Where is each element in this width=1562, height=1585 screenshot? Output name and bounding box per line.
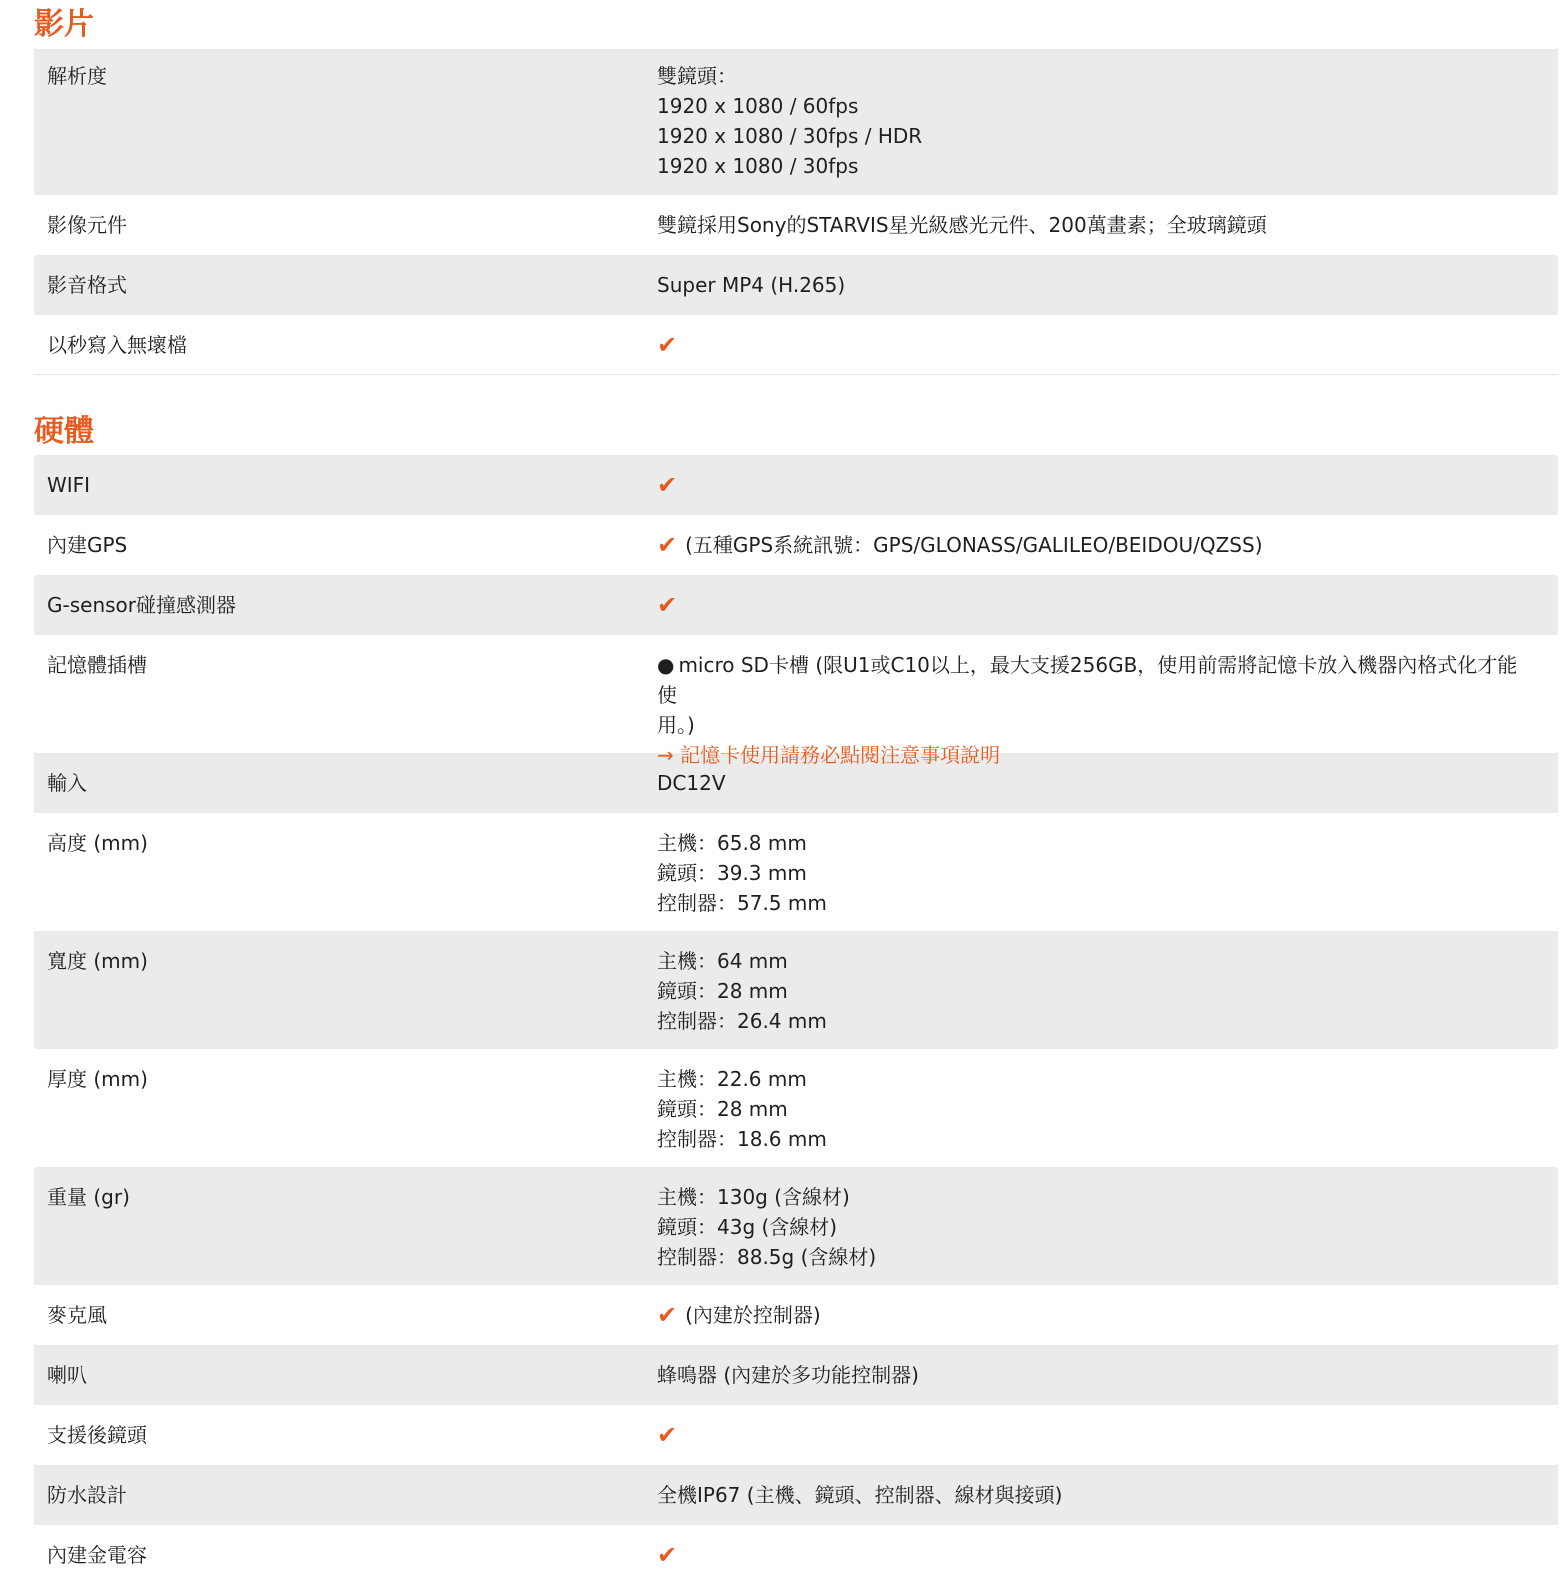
row-value <box>644 946 1558 1037</box>
row-label: 支援後鏡頭 <box>47 1423 147 1447</box>
table-row-wifi <box>34 455 1558 515</box>
table-row-gsensor <box>34 575 1558 635</box>
table-row-weight <box>34 1167 1558 1285</box>
row-label: 以秒寫入無壞檔 <box>47 333 187 357</box>
table-row-mic <box>34 1285 1558 1345</box>
gps-note: (五種GPS系統訊號：GPS/GLONASS/GALILEO/BEIDOU/QZSS) <box>685 533 1263 557</box>
row-label: 厚度 (mm) <box>47 1067 148 1091</box>
hardware-spec-table <box>34 455 1558 1585</box>
row-value <box>644 1064 1558 1155</box>
row-value: 雙鏡採用Sony的STARVIS星光級感光元件、200萬畫素；全玻璃鏡頭 <box>657 213 1267 237</box>
value-line: 控制器：18.6 mm <box>657 1127 827 1151</box>
row-label: 麥克風 <box>47 1303 107 1327</box>
row-label: 內建GPS <box>47 533 128 557</box>
row-value <box>644 828 1558 919</box>
row-value: DC12V <box>657 771 726 795</box>
row-label: 喇叭 <box>47 1363 87 1387</box>
row-label: WIFI <box>47 473 91 497</box>
table-row-resolution <box>34 49 1558 195</box>
mic-note: (內建於控制器) <box>685 1303 821 1327</box>
table-row-speaker <box>34 1345 1558 1405</box>
value-line: 主機：65.8 mm <box>657 831 807 855</box>
row-label: 影音格式 <box>47 273 127 297</box>
table-row-sensor <box>34 195 1558 255</box>
checkmark-icon: ✔ <box>657 591 678 619</box>
value-line: 1920 x 1080 / 30fps / HDR <box>657 124 923 148</box>
row-label: G-sensor碰撞感測器 <box>47 593 236 617</box>
value-line: 用。) <box>657 713 695 737</box>
value-line: 主機：130g (含線材) <box>657 1185 850 1209</box>
value-line: 主機：64 mm <box>657 949 788 973</box>
table-row-height <box>34 813 1558 931</box>
row-value <box>644 61 1558 183</box>
row-value <box>644 1300 1558 1333</box>
table-row-width <box>34 931 1558 1049</box>
row-value <box>644 1540 1558 1573</box>
row-value <box>644 470 1558 503</box>
section-title-video: 影片 <box>34 7 94 42</box>
value-line: 主機：22.6 mm <box>657 1067 807 1091</box>
table-row-waterproof <box>34 1465 1558 1525</box>
row-label: 影像元件 <box>47 213 127 237</box>
section-title-hardware: 硬體 <box>34 414 94 449</box>
table-row-supercap <box>34 1525 1558 1585</box>
table-row-gps <box>34 515 1558 575</box>
checkmark-icon: ✔ <box>657 471 678 499</box>
row-value <box>644 590 1558 623</box>
row-value <box>644 330 1558 362</box>
row-value: 全機IP67 (主機、鏡頭、控制器、線材與接頭) <box>657 1483 1063 1507</box>
value-line: 控制器：88.5g (含線材) <box>657 1245 877 1269</box>
memory-card-notice-link[interactable]: → 記憶卡使用請務必點閱注意事項說明 <box>657 743 1001 767</box>
value-line: 雙鏡頭： <box>657 64 737 88</box>
row-value: 蜂鳴器 (內建於多功能控制器) <box>657 1363 919 1387</box>
value-line: 鏡頭：28 mm <box>657 979 788 1003</box>
bullet-icon: ● <box>657 653 675 677</box>
table-row-memory <box>34 635 1558 767</box>
row-label: 記憶體插槽 <box>47 653 147 677</box>
row-value <box>644 530 1558 563</box>
value-line: 鏡頭：39.3 mm <box>657 861 807 885</box>
checkmark-icon: ✔ <box>657 1421 678 1449</box>
checkmark-icon: ✔ <box>657 1301 678 1329</box>
value-line: 控制器：57.5 mm <box>657 891 827 915</box>
value-line: 鏡頭：43g (含線材) <box>657 1215 838 1239</box>
table-row-rear-cam <box>34 1405 1558 1465</box>
value-line: 1920 x 1080 / 30fps <box>657 154 859 178</box>
table-row-no-damage <box>34 315 1558 375</box>
video-spec-table <box>34 49 1558 375</box>
row-label: 寬度 (mm) <box>47 949 148 973</box>
checkmark-icon: ✔ <box>657 331 678 359</box>
row-value <box>644 1182 1558 1273</box>
checkmark-icon: ✔ <box>657 1541 678 1569</box>
value-line: 1920 x 1080 / 60fps <box>657 94 859 118</box>
value-line: ● micro SD卡槽 (限U1或C10以上，最大支援256GB，使用前需將記憶卡放入機器內格式化才能使 <box>657 653 1518 707</box>
row-label: 重量 (gr) <box>47 1185 130 1209</box>
value-line: 控制器：26.4 mm <box>657 1009 827 1033</box>
row-value <box>644 650 1558 767</box>
row-label: 解析度 <box>47 64 107 88</box>
row-label: 內建金電容 <box>47 1543 147 1567</box>
row-value <box>644 1420 1558 1453</box>
table-row-thickness <box>34 1049 1558 1167</box>
row-label: 輸入 <box>47 771 87 795</box>
row-label: 防水設計 <box>47 1483 127 1507</box>
value-line: 鏡頭：28 mm <box>657 1097 788 1121</box>
row-label: 高度 (mm) <box>47 831 148 855</box>
table-row-format <box>34 255 1558 315</box>
checkmark-icon: ✔ <box>657 531 678 559</box>
row-value: Super MP4 (H.265) <box>657 273 846 297</box>
